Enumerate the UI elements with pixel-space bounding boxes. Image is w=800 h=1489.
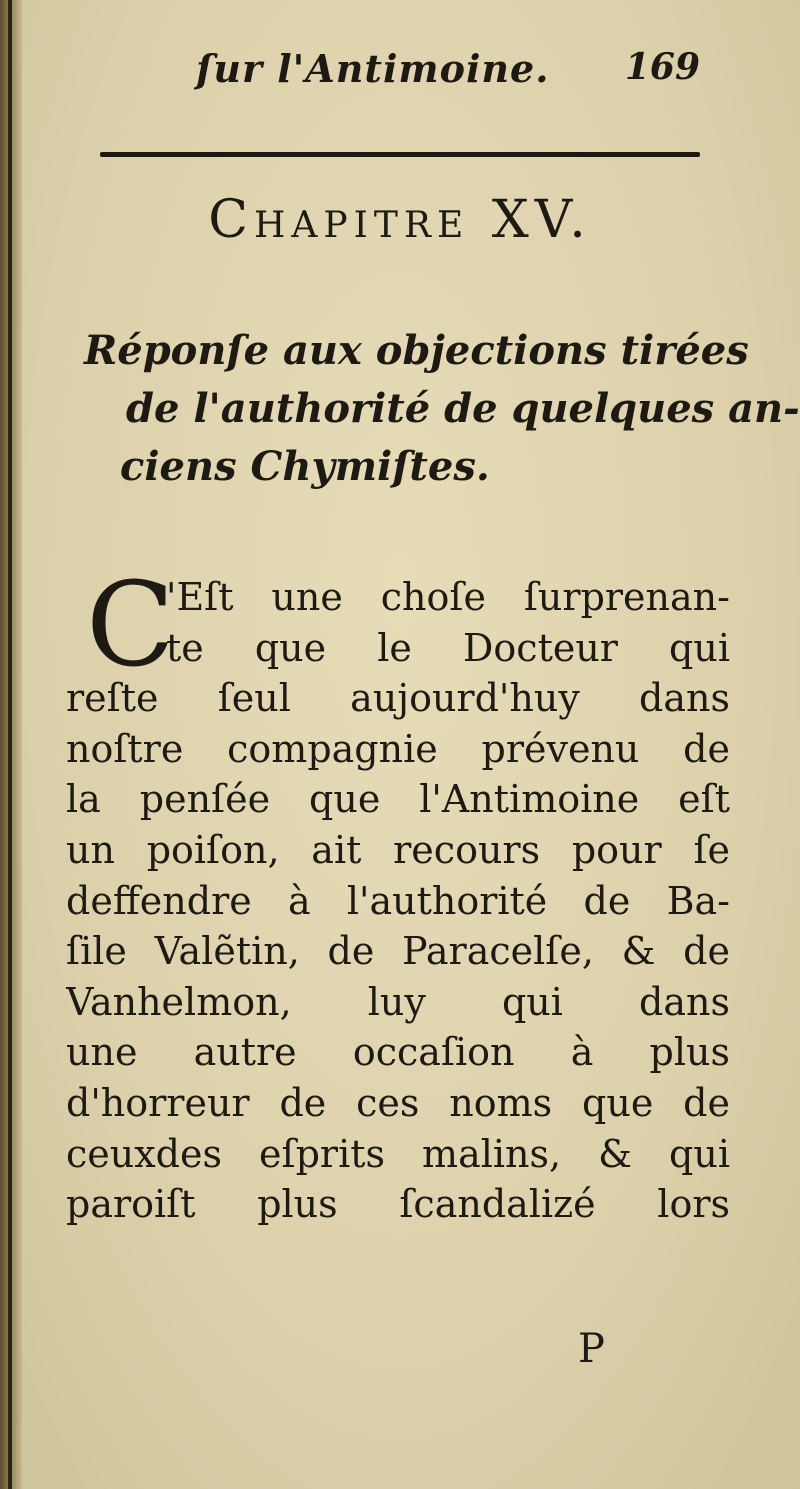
text-line: la penſée que l'Antimoine eſt bbox=[66, 777, 730, 822]
text-line: reſte ſeul aujourd'huy dans bbox=[66, 676, 730, 721]
text-line: te que le Docteur qui bbox=[166, 625, 730, 670]
page-number: 169 bbox=[624, 46, 700, 88]
subtitle-line: ciens Chymiſtes. bbox=[120, 443, 490, 490]
chapter-heading: Chapitre XV. bbox=[208, 190, 592, 250]
text-line: une autre occaſion à plus bbox=[66, 1030, 730, 1075]
text-line: Vanhelmon, luy qui dans bbox=[66, 979, 730, 1024]
text-line: 'Eſt une choſe ſurprenan- bbox=[166, 575, 730, 619]
drop-cap: C bbox=[86, 558, 175, 693]
running-head-title: ſur l'Antimoine. bbox=[196, 46, 550, 91]
text-line: un poiſon, ait recours pour ſe bbox=[66, 827, 730, 872]
text-line: deffendre à l'authorité de Ba- bbox=[66, 878, 730, 923]
text-line: paroiſt plus ſcandalizé lors bbox=[66, 1182, 730, 1227]
text-line: d'horreur de ces noms que de bbox=[66, 1080, 730, 1125]
text-line: ſile Valẽtin, de Paracelſe, & de bbox=[66, 929, 730, 974]
subtitle-line: de l'authorité de quelques an- bbox=[126, 385, 800, 432]
text-line: ceuxdes eſprits malins, & qui bbox=[66, 1131, 730, 1176]
head-rule bbox=[100, 152, 700, 157]
running-head bbox=[140, 46, 740, 106]
chapter-subtitle bbox=[84, 322, 800, 496]
text-line: noſtre compagnie prévenu de bbox=[66, 726, 730, 771]
body-text bbox=[66, 558, 730, 1230]
catchword: P bbox=[578, 1326, 605, 1372]
subtitle-line: Réponſe aux objections tirées bbox=[84, 327, 749, 374]
